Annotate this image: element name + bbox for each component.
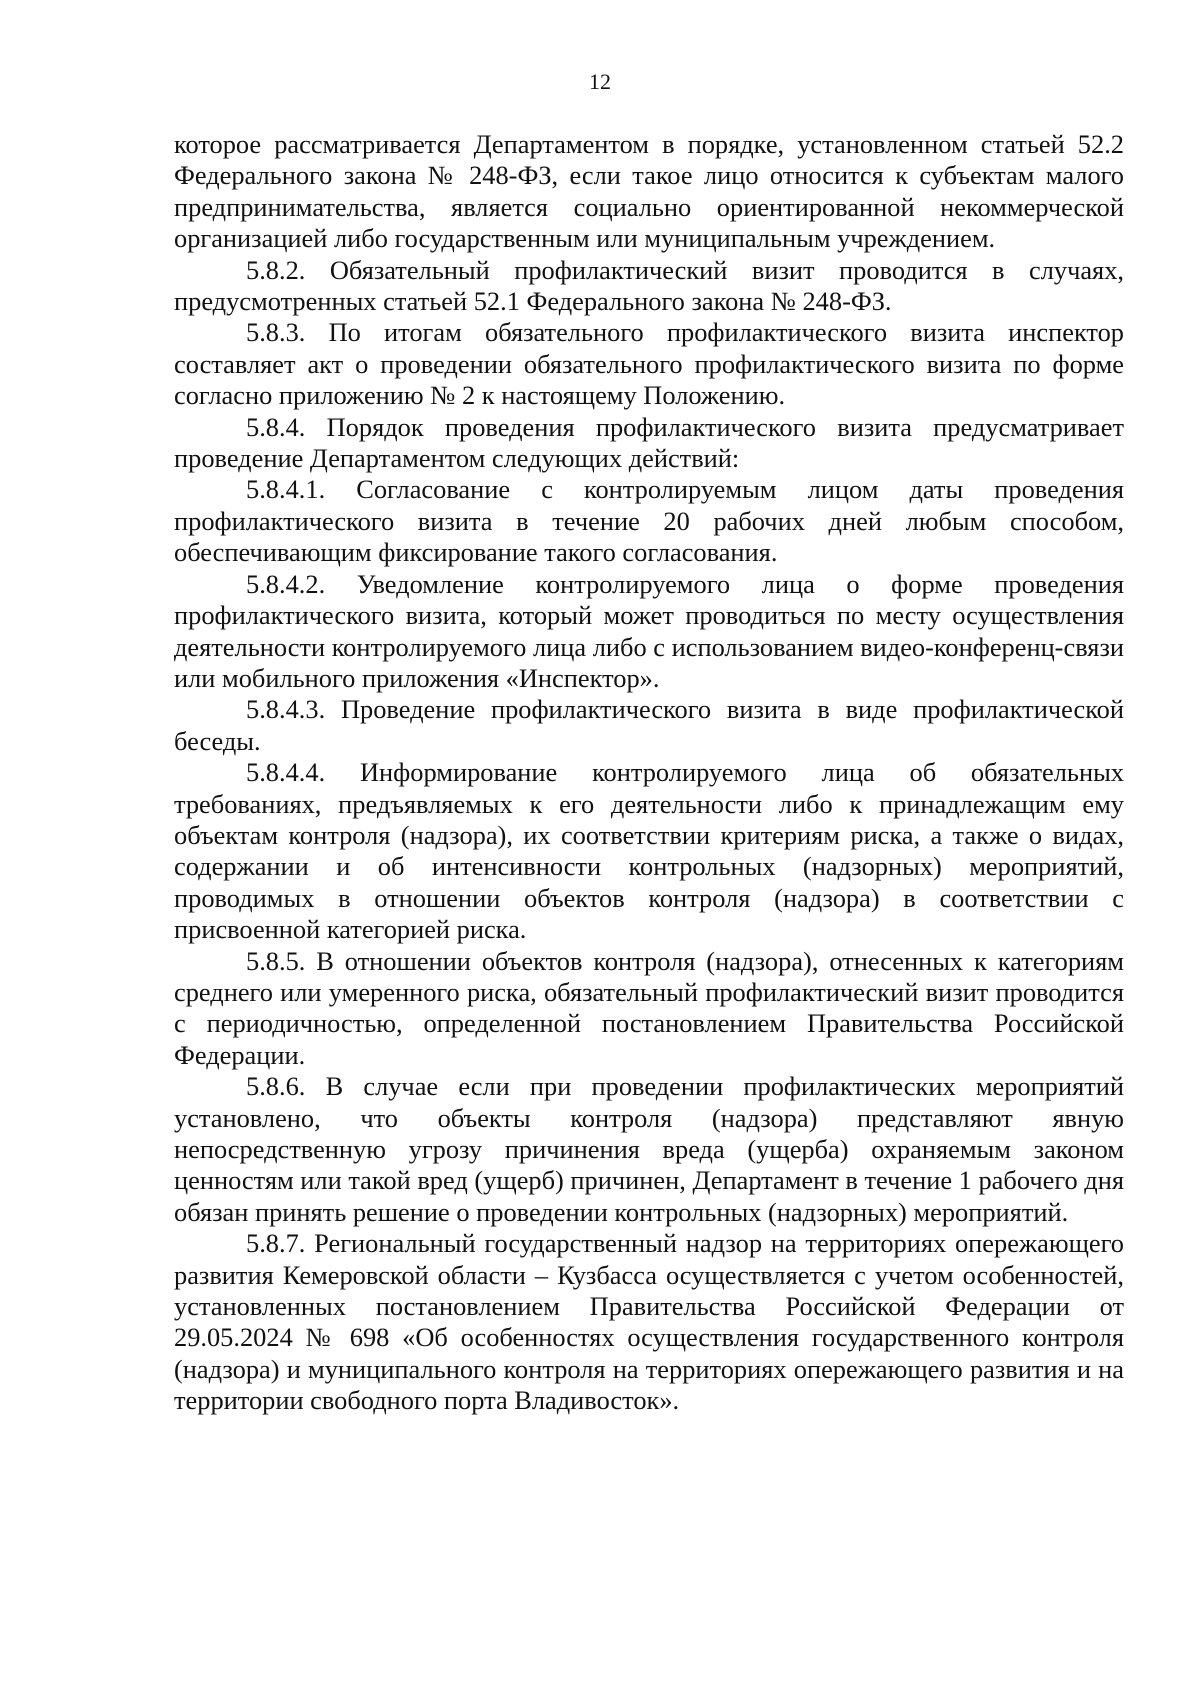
paragraph-5-8-6: 5.8.6. В случае если при проведении профилактических мероприятий установлено, что объекты контроля (надзора) представляют явную непосредственную угрозу причинения вреда (ущерба) охраняемым законом ценностям или такой вред (ущерб) причинен, Департамент в течение 1 рабочего дня обязан принять решение о проведении контрольных (надзорных) мероприятий. — [174, 1071, 1124, 1227]
paragraph-5-8-4: 5.8.4. Порядок проведения профилактического визита предусматривает проведение Департаментом следующих действий: — [174, 411, 1124, 474]
paragraph-5-8-7: 5.8.7. Региональный государственный надзор на территориях опережающего развития Кемеровской области – Кузбасса осуществляется с учетом особенностей, установленных постановлением Правительства Российской Федерации от 29.05.2024 № 698 «Об особенностях осуществления государственного контроля (надзора) и муниципального контроля на территориях опережающего развития и на территории свободного порта Владивосток». — [174, 1228, 1124, 1416]
paragraph-5-8-4-4: 5.8.4.4. Информирование контролируемого лица об обязательных требованиях, предъявляемых к его деятельности либо к принадлежащим ему объектам контроля (надзора), их соответствии критериям риска, а также о видах, содержании и об интенсивности контрольных (надзорных) мероприятий, проводимых в отношении объектов контроля (надзора) в соответствии с присвоенной категорией риска. — [174, 757, 1124, 945]
paragraph-5-8-3: 5.8.3. По итогам обязательного профилактического визита инспектор составляет акт о проведении обязательного профилактического визита по форме согласно приложению № 2 к настоящему Положению. — [174, 317, 1124, 411]
paragraph-5-8-5: 5.8.5. В отношении объектов контроля (надзора), отнесенных к категориям среднего или умеренного риска, обязательный профилактический визит проводится с периодичностью, определенной постановлением Правительства Российской Федерации. — [174, 945, 1124, 1070]
paragraph-5-8-4-2: 5.8.4.2. Уведомление контролируемого лица о форме проведения профилактического визита, который может проводиться по месту осуществления деятельности контролируемого лица либо с использованием видео-конференц-связи или мобильного приложения «Инспектор». — [174, 568, 1124, 693]
page-number: 12 — [589, 69, 611, 94]
paragraph-continuation: которое рассматривается Департаментом в порядке, установленном статьей 52.2 Федерального закона № 248-ФЗ, если такое лицо относится к субъектам малого предпринимательства, является социально ориентированной некоммерческой организацией либо государственным или муниципальным учреждением. — [174, 129, 1124, 254]
paragraph-5-8-4-1: 5.8.4.1. Согласование с контролируемым лицом даты проведения профилактического визита в течение 20 рабочих дней любым способом, обеспечивающим фиксирование такого согласования. — [174, 474, 1124, 568]
document-body — [174, 129, 1124, 1417]
paragraph-5-8-2: 5.8.2. Обязательный профилактический визит проводится в случаях, предусмотренных статьей 52.1 Федерального закона № 248-ФЗ. — [174, 254, 1124, 317]
paragraph-5-8-4-3: 5.8.4.3. Проведение профилактического визита в виде профилактической беседы. — [174, 694, 1124, 756]
